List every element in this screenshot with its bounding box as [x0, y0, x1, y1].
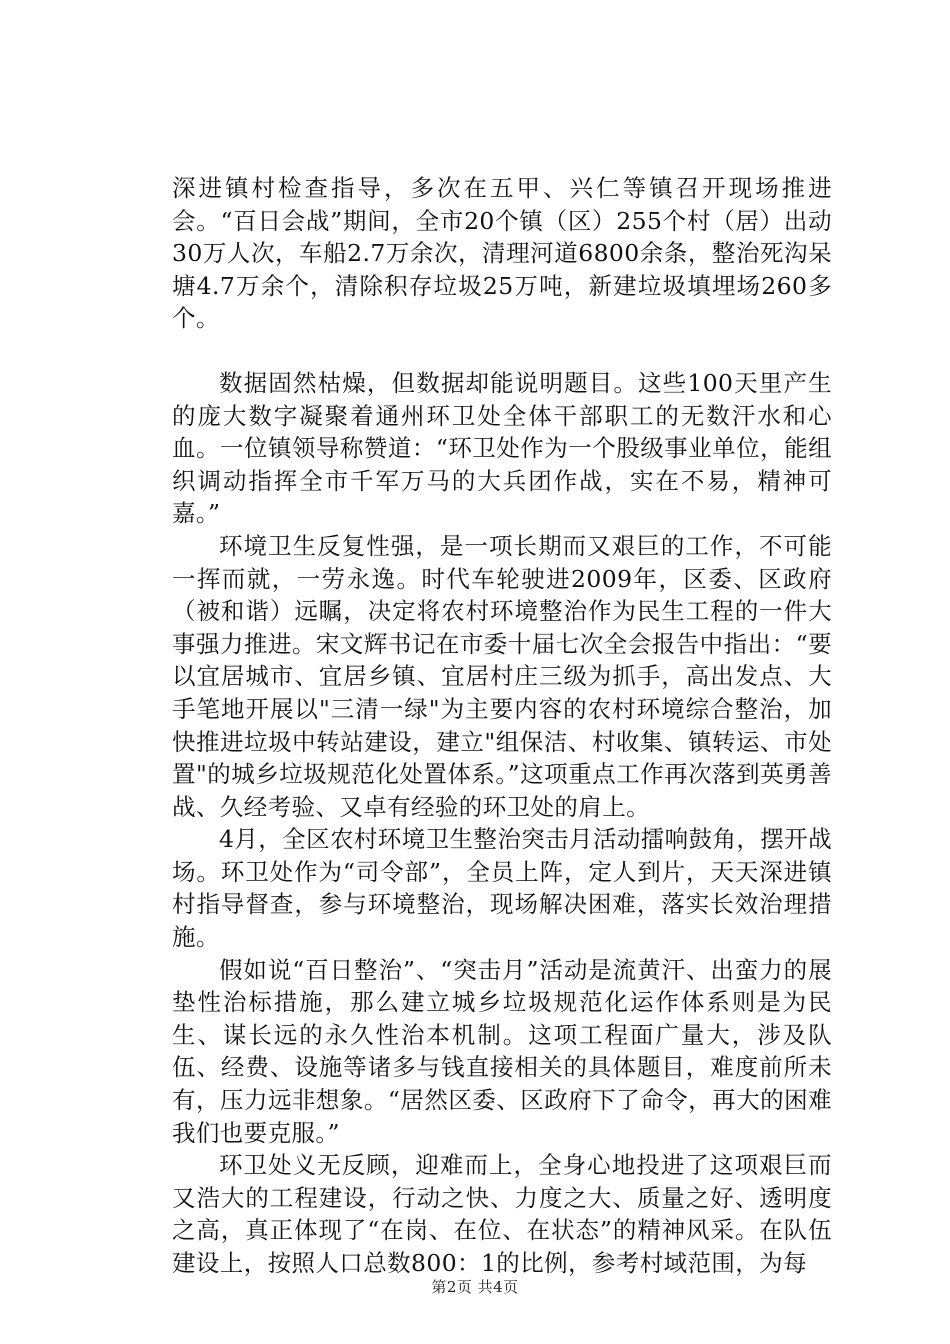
- page-footer: 第2页 共4页: [431, 1278, 519, 1296]
- paragraph-4: 4月，全区农村环境卫生整治突击月活动擂响鼓角，摆开战场。环卫处作为“司令部”，全员上阵，定人到片，天天深进镇村指导督查，参与环境整治，现场解决困难，落实长效治理措施。: [172, 825, 832, 952]
- paragraph-5: 假如说“百日整治”、“突击月”活动是流黄汗、出蛮力的展垫性治标措施，那么建立城乡垃圾规范化运作体系则是为民生、谋长远的永久性治本机制。这项工程面广量大，涉及队伍、经费、设施等诸多与钱直接相关的具体题目，难度前所未有，压力远非想象。“居然区委、区政府下了命令，再大的困难我们也要克服。”: [172, 955, 832, 1147]
- paragraph-3: 环境卫生反复性强，是一项长期而又艰巨的工作，不可能一挥而就，一劳永逸。时代车轮驶进2009年，区委、区政府（被和谐）远瞩，决定将农村环境整治作为民生工程的一件大事强力推进。宋文辉书记在市委十届七次全会报告中指出：“要以宜居城市、宜居乡镇、宜居村庄三级为抓手，高出发点、大手笔地开展以"三清一绿"为主要内容的农村环境综合整治，加快推进垃圾中转站建设，建立"组保洁、村收集、镇转运、市处置"的城乡垃圾规范化处置体系。”这项重点工作再次落到英勇善战、久经考验、又卓有经验的环卫处的肩上。: [172, 531, 832, 821]
- document-body: [172, 172, 832, 1280]
- paragraph-2: 数据固然枯燥，但数据却能说明题目。这些100天里产生的庞大数字凝聚着通州环卫处全体干部职工的无数汗水和心血。一位镇领导称赞道：“环卫处作为一个股级事业单位，能组织调动指挥全市千军万马的大兵团作战，实在不易，精神可嘉。”: [172, 368, 832, 528]
- paragraph-gap: [172, 335, 832, 367]
- paragraph-6: 环卫处义无反顾，迎难而上，全身心地投进了这项艰巨而又浩大的工程建设，行动之快、力度之大、质量之好、透明度之高，真正体现了“在岗、在位、在状态”的精神风采。在队伍建设上，按照人口总数800：1的比例，参考村域范围，为每: [172, 1151, 832, 1277]
- paragraph-1: 深进镇村检查指导，多次在五甲、兴仁等镇召开现场推进会。“百日会战”期间，全市20个镇（区）255个村（居）出动30万人次，车船2.7万余次，清理河道6800余条，整治死沟呆塘4.7万余个，清除积存垃圾25万吨，新建垃圾填埋场260多个。: [172, 174, 832, 333]
